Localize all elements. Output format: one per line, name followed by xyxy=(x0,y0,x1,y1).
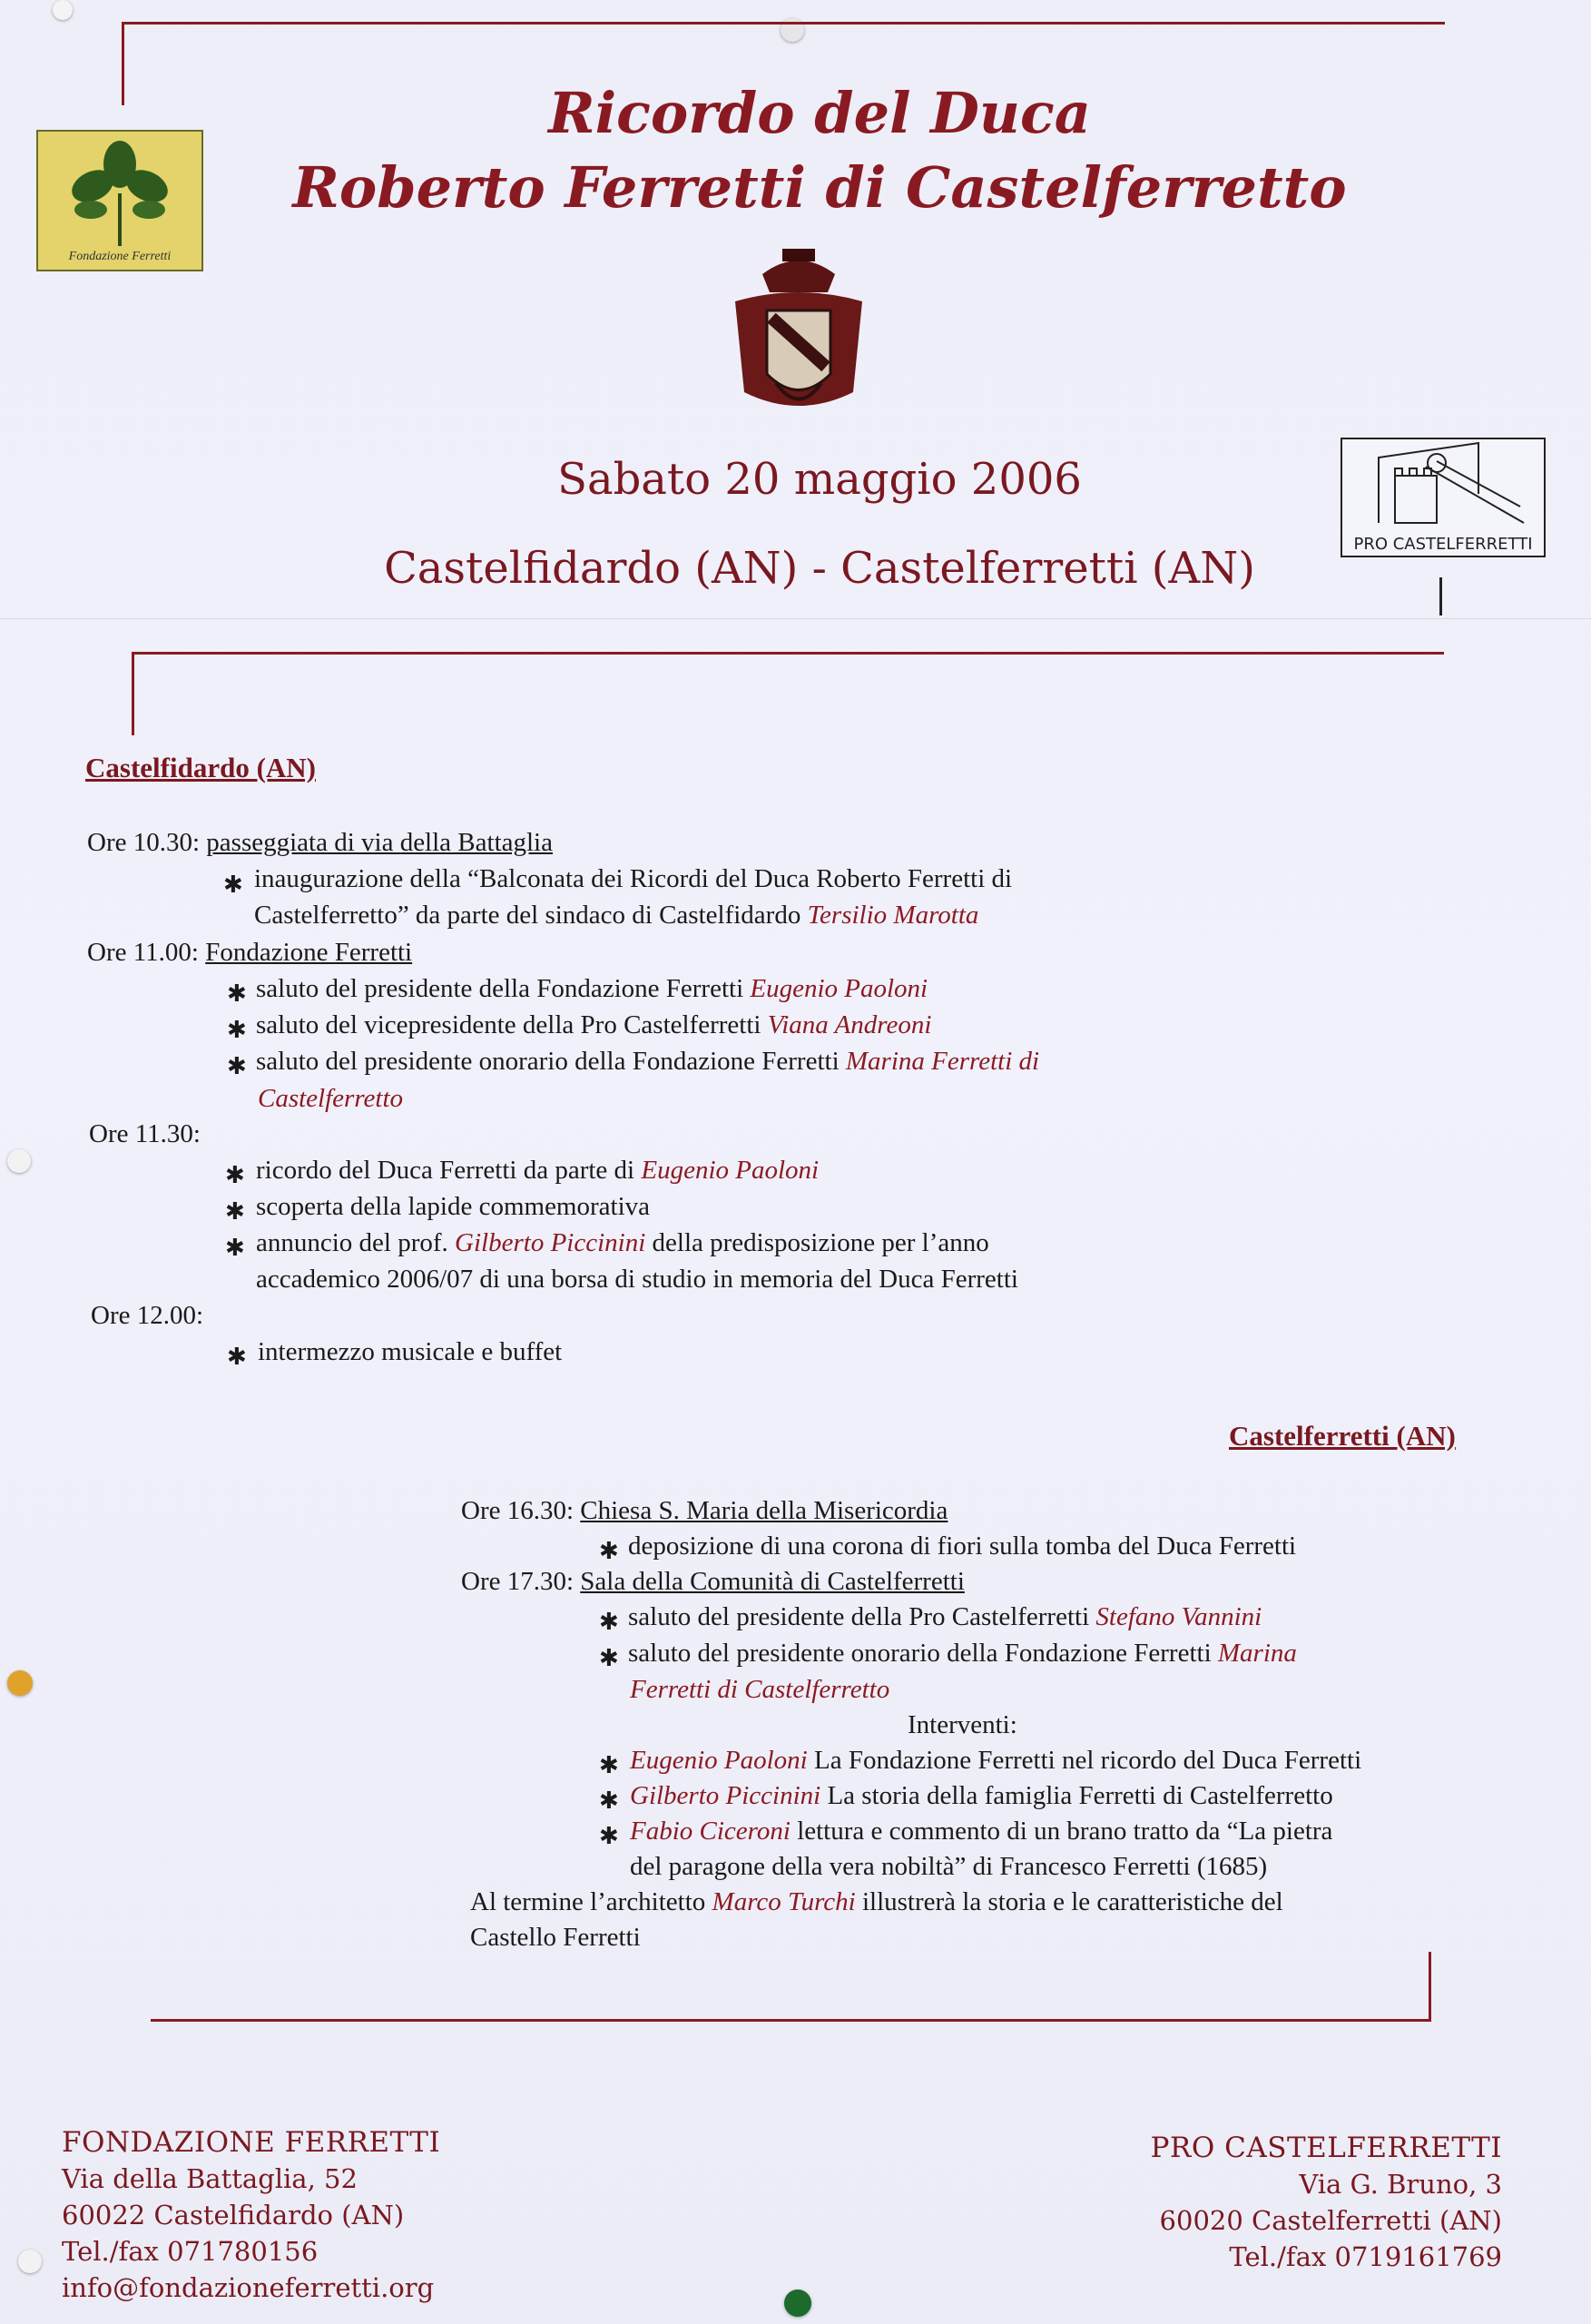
bullet-icon: ✱ xyxy=(225,1162,245,1188)
item-text: La storia della famiglia Ferretti di Castelferretto xyxy=(827,1781,1333,1810)
entry-time: Ore 16.30: xyxy=(461,1496,575,1525)
person-name: Tersilio Marotta xyxy=(807,901,979,930)
entry-time: Ore 10.30: xyxy=(87,828,201,857)
person-name: Marina xyxy=(1217,1639,1297,1668)
entry-item: scoperta della lapide commemorativa xyxy=(256,1192,651,1221)
person-name: Eugenio Paoloni xyxy=(630,1746,808,1775)
entry-item xyxy=(630,1818,1332,1845)
footer-city: 60022 Castelfidardo (AN) xyxy=(62,2200,405,2230)
closing-text xyxy=(470,1889,1283,1915)
bullet-icon: ✱ xyxy=(225,1235,245,1261)
item-text: inaugurazione della “Balconata dei Ricordi del Duca Roberto Ferretti di xyxy=(254,864,1013,893)
item-text: della predisposizione per l’anno xyxy=(652,1228,989,1257)
pro-castelferretti-logo-caption: PRO CASTELFERRETTI xyxy=(1353,535,1533,554)
entry-item xyxy=(256,1049,1039,1075)
item-text: Al termine l’architetto xyxy=(470,1887,706,1916)
entry-item: deposizione di una corona di fiori sulla tomba del Duca Ferretti xyxy=(628,1531,1297,1561)
person-name: Stefano Vannini xyxy=(1095,1602,1262,1631)
event-places: Castelfidardo (AN) - Castelferretti (AN) xyxy=(384,543,1255,594)
bullet-icon: ✱ xyxy=(227,1017,247,1043)
frame-rule-bottom xyxy=(151,2019,1430,2022)
person-name: Ferretti di Castelferretto xyxy=(630,1675,890,1704)
schedule-entry xyxy=(87,830,553,856)
footer-org-name: PRO CASTELFERRETTI xyxy=(1150,2132,1502,2164)
bullet-icon: ✱ xyxy=(599,1538,619,1564)
item-text: ricordo del Duca Ferretti da parte di xyxy=(256,1156,635,1185)
bullet-icon: ✱ xyxy=(227,980,247,1007)
item-text: saluto del vicepresidente della Pro Castelferretti xyxy=(256,1010,761,1039)
frame-rule-top xyxy=(122,22,1445,25)
bullet-icon: ✱ xyxy=(225,1198,245,1225)
item-text: La Fondazione Ferretti nel ricordo del Duca Ferretti xyxy=(813,1746,1362,1775)
entry-time: Ore 11.30: xyxy=(89,1119,201,1148)
entry-item xyxy=(630,1748,1361,1774)
entry-item: intermezzo musicale e buffet xyxy=(258,1337,563,1366)
item-text: annuncio del prof. xyxy=(256,1228,448,1257)
person-name: Gilberto Piccinini xyxy=(455,1228,646,1257)
entry-item xyxy=(628,1604,1262,1630)
entry-time: Ore 17.30: xyxy=(461,1567,575,1596)
item-text: Castelferretto” da parte del sindaco di Castelfidardo xyxy=(254,901,801,930)
bullet-icon: ✱ xyxy=(599,1787,619,1814)
item-text: lettura e commento di un brano tratto da “La pietra xyxy=(797,1817,1333,1846)
person-name: Castelferretto xyxy=(258,1084,404,1113)
footer-email: info@fondazioneferretti.org xyxy=(62,2272,435,2303)
frame-rule-mid xyxy=(132,652,1444,655)
person-name: Marina Ferretti di xyxy=(845,1047,1040,1076)
footer-fondazione xyxy=(62,2124,440,2306)
footer-pro-castelferretti xyxy=(1151,2130,1502,2275)
entry-item xyxy=(630,1783,1333,1809)
closing-text: Castello Ferretti xyxy=(470,1923,641,1952)
pin xyxy=(7,1670,33,1696)
footer-city: 60020 Castelferretti (AN) xyxy=(1159,2205,1502,2236)
item-text: illustrerà la storia e le caratteristiche del xyxy=(861,1887,1283,1916)
entry-item xyxy=(256,1230,989,1256)
entry-time: Ore 12.00: xyxy=(91,1301,204,1330)
bullet-icon: ✱ xyxy=(599,1645,619,1671)
coat-of-arms-icon xyxy=(726,247,871,428)
schedule-entry xyxy=(461,1498,948,1524)
schedule-entry xyxy=(461,1569,965,1595)
footer-address: Via della Battaglia, 52 xyxy=(62,2163,358,2194)
item-text: saluto del presidente onorario della Fondazione Ferretti xyxy=(628,1639,1212,1668)
item-text: saluto del presidente onorario della Fondazione Ferretti xyxy=(256,1047,840,1076)
item-text: saluto del presidente della Fondazione Ferretti xyxy=(256,974,744,1003)
footer-address: Via G. Bruno, 3 xyxy=(1299,2169,1502,2200)
pin xyxy=(7,1149,31,1173)
castle-icon xyxy=(1342,439,1544,528)
bullet-icon: ✱ xyxy=(227,1344,247,1370)
title-line2: Roberto Ferretti di Castelferretto xyxy=(292,154,1347,221)
entry-item xyxy=(256,976,928,1002)
bullet-icon: ✱ xyxy=(599,1609,619,1635)
person-name: Gilberto Piccinini xyxy=(630,1781,821,1810)
bullet-icon: ✱ xyxy=(599,1752,619,1778)
footer-phone: Tel./fax 071780156 xyxy=(62,2236,319,2267)
fondazione-logo-caption: Fondazione Ferretti xyxy=(68,250,172,263)
entry-item xyxy=(256,1012,931,1039)
pro-castelferretti-logo xyxy=(1341,438,1546,557)
person-name: Viana Andreoni xyxy=(767,1010,932,1039)
title-line1: Ricordo del Duca xyxy=(548,80,1091,146)
entry-item xyxy=(254,902,978,929)
pin xyxy=(53,0,73,20)
entry-item xyxy=(254,866,1012,892)
frame-rule-bottom-right xyxy=(1429,1952,1431,2022)
entry-time: Ore 11.00: xyxy=(87,938,199,967)
footer-org-name: FONDAZIONE FERRETTI xyxy=(62,2126,441,2159)
section2-heading: Castelferretti (AN) xyxy=(1229,1420,1456,1452)
person-name: Marco Turchi xyxy=(712,1887,856,1916)
footer-phone: Tel./fax 0719161769 xyxy=(1229,2241,1502,2272)
entry-title: Chiesa S. Maria della Misericordia xyxy=(580,1496,948,1525)
person-name: Eugenio Paoloni xyxy=(750,974,928,1003)
person-name: Eugenio Paoloni xyxy=(641,1156,820,1185)
bullet-icon: ✱ xyxy=(599,1823,619,1849)
entry-title: passeggiata di via della Battaglia xyxy=(206,828,553,857)
entry-item: del paragone della vera nobiltà” di Francesco Ferretti (1685) xyxy=(630,1852,1268,1881)
section1-heading: Castelfidardo (AN) xyxy=(85,752,316,783)
entry-item xyxy=(256,1157,819,1184)
pin xyxy=(784,2290,811,2317)
entry-title: Fondazione Ferretti xyxy=(205,938,413,967)
interventi-label: Interventi: xyxy=(908,1710,1017,1739)
entry-title: Sala della Comunità di Castelferretti xyxy=(580,1567,965,1596)
entry-item: accademico 2006/07 di una borsa di studio in memoria del Duca Ferretti xyxy=(256,1265,1018,1294)
bullet-icon: ✱ xyxy=(227,1053,247,1079)
frame-rule-mid-left xyxy=(132,652,134,735)
item-text: saluto del presidente della Pro Castelferretti xyxy=(628,1602,1090,1631)
entry-item xyxy=(628,1640,1297,1667)
schedule-entry xyxy=(87,940,412,966)
event-date: Sabato 20 maggio 2006 xyxy=(557,454,1082,505)
person-name: Fabio Ciceroni xyxy=(630,1817,791,1846)
pin xyxy=(18,2250,42,2273)
divider xyxy=(0,618,1591,619)
bullet-icon: ✱ xyxy=(223,872,243,898)
